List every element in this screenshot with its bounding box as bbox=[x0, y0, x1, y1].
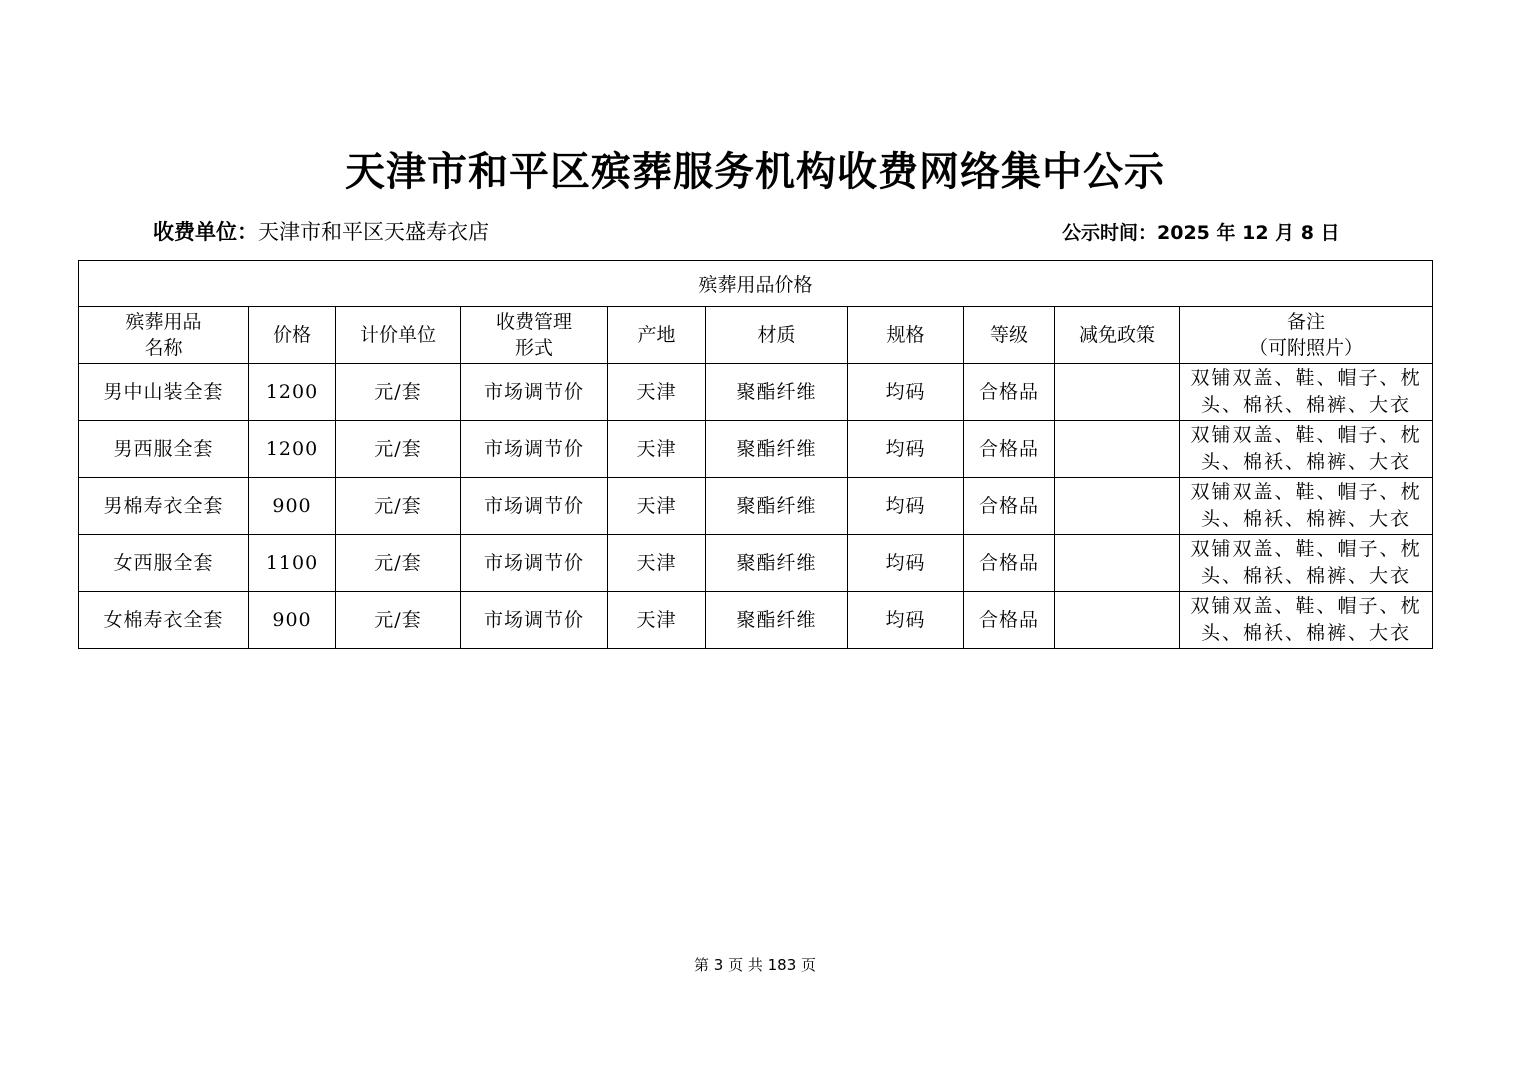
col-header-name: 殡葬用品 名称 bbox=[79, 307, 249, 364]
cell-spec: 均码 bbox=[848, 592, 964, 649]
cell-grade: 合格品 bbox=[964, 535, 1055, 592]
cell-unit: 元/套 bbox=[336, 364, 461, 421]
cell-remark: 双铺双盖、鞋、帽子、枕头、棉袄、棉裤、大衣 bbox=[1180, 478, 1433, 535]
cell-unit: 元/套 bbox=[336, 592, 461, 649]
col-header-mgmt: 收费管理 形式 bbox=[461, 307, 608, 364]
page-footer bbox=[0, 953, 1510, 977]
col-header-material: 材质 bbox=[706, 307, 848, 364]
cell-price: 900 bbox=[249, 592, 336, 649]
table-caption-row bbox=[79, 261, 1433, 307]
table-row bbox=[79, 364, 1433, 421]
cell-unit: 元/套 bbox=[336, 478, 461, 535]
cell-spec: 均码 bbox=[848, 421, 964, 478]
table-row bbox=[79, 592, 1433, 649]
footer-page-number: 3 bbox=[713, 956, 724, 974]
cell-spec: 均码 bbox=[848, 364, 964, 421]
table-row bbox=[79, 478, 1433, 535]
cell-name: 男西服全套 bbox=[79, 421, 249, 478]
cell-mgmt: 市场调节价 bbox=[461, 364, 608, 421]
cell-material: 聚酯纤维 bbox=[706, 535, 848, 592]
cell-mgmt: 市场调节价 bbox=[461, 478, 608, 535]
charging-unit-value: 天津市和平区天盛寿衣店 bbox=[258, 220, 489, 244]
publish-date-label: 公示时间： bbox=[1062, 222, 1158, 244]
footer-prefix: 第 bbox=[693, 956, 709, 974]
table-row bbox=[79, 535, 1433, 592]
cell-grade: 合格品 bbox=[964, 421, 1055, 478]
cell-relief bbox=[1055, 535, 1180, 592]
cell-name: 女西服全套 bbox=[79, 535, 249, 592]
cell-relief bbox=[1055, 478, 1180, 535]
table-header-row bbox=[79, 307, 1433, 364]
cell-unit: 元/套 bbox=[336, 421, 461, 478]
footer-total-pages: 183 bbox=[767, 956, 797, 974]
col-header-grade: 等级 bbox=[964, 307, 1055, 364]
footer-middle: 页 共 bbox=[728, 956, 763, 974]
table-caption: 殡葬用品价格 bbox=[79, 261, 1433, 307]
publish-date bbox=[1062, 218, 1340, 248]
cell-mgmt: 市场调节价 bbox=[461, 535, 608, 592]
cell-origin: 天津 bbox=[608, 364, 706, 421]
cell-remark: 双铺双盖、鞋、帽子、枕头、棉袄、棉裤、大衣 bbox=[1180, 592, 1433, 649]
col-header-remark: 备注 （可附照片） bbox=[1180, 307, 1433, 364]
cell-relief bbox=[1055, 592, 1180, 649]
col-header-relief: 减免政策 bbox=[1055, 307, 1180, 364]
cell-spec: 均码 bbox=[848, 478, 964, 535]
cell-unit: 元/套 bbox=[336, 535, 461, 592]
cell-mgmt: 市场调节价 bbox=[461, 421, 608, 478]
col-header-unit: 计价单位 bbox=[336, 307, 461, 364]
cell-origin: 天津 bbox=[608, 535, 706, 592]
cell-origin: 天津 bbox=[608, 478, 706, 535]
charging-unit bbox=[153, 217, 489, 247]
cell-name: 女棉寿衣全套 bbox=[79, 592, 249, 649]
cell-mgmt: 市场调节价 bbox=[461, 592, 608, 649]
cell-relief bbox=[1055, 364, 1180, 421]
footer-suffix: 页 bbox=[801, 956, 817, 974]
cell-remark: 双铺双盖、鞋、帽子、枕头、棉袄、棉裤、大衣 bbox=[1180, 421, 1433, 478]
cell-material: 聚酯纤维 bbox=[706, 592, 848, 649]
cell-origin: 天津 bbox=[608, 421, 706, 478]
cell-remark: 双铺双盖、鞋、帽子、枕头、棉袄、棉裤、大衣 bbox=[1180, 535, 1433, 592]
cell-spec: 均码 bbox=[848, 535, 964, 592]
cell-name: 男中山装全套 bbox=[79, 364, 249, 421]
col-header-origin: 产地 bbox=[608, 307, 706, 364]
cell-grade: 合格品 bbox=[964, 364, 1055, 421]
cell-grade: 合格品 bbox=[964, 478, 1055, 535]
publish-date-value: 2025 年 12 月 8 日 bbox=[1157, 222, 1340, 244]
col-header-price: 价格 bbox=[249, 307, 336, 364]
cell-material: 聚酯纤维 bbox=[706, 478, 848, 535]
page-title: 天津市和平区殡葬服务机构收费网络集中公示 bbox=[345, 148, 1165, 195]
cell-material: 聚酯纤维 bbox=[706, 421, 848, 478]
cell-price: 1200 bbox=[249, 364, 336, 421]
table-row bbox=[79, 421, 1433, 478]
charging-unit-label: 收费单位： bbox=[153, 220, 258, 244]
price-table bbox=[78, 260, 1433, 649]
cell-material: 聚酯纤维 bbox=[706, 364, 848, 421]
cell-grade: 合格品 bbox=[964, 592, 1055, 649]
cell-remark: 双铺双盖、鞋、帽子、枕头、棉袄、棉裤、大衣 bbox=[1180, 364, 1433, 421]
cell-name: 男棉寿衣全套 bbox=[79, 478, 249, 535]
col-header-spec: 规格 bbox=[848, 307, 964, 364]
cell-relief bbox=[1055, 421, 1180, 478]
cell-price: 900 bbox=[249, 478, 336, 535]
cell-price: 1200 bbox=[249, 421, 336, 478]
cell-origin: 天津 bbox=[608, 592, 706, 649]
cell-price: 1100 bbox=[249, 535, 336, 592]
